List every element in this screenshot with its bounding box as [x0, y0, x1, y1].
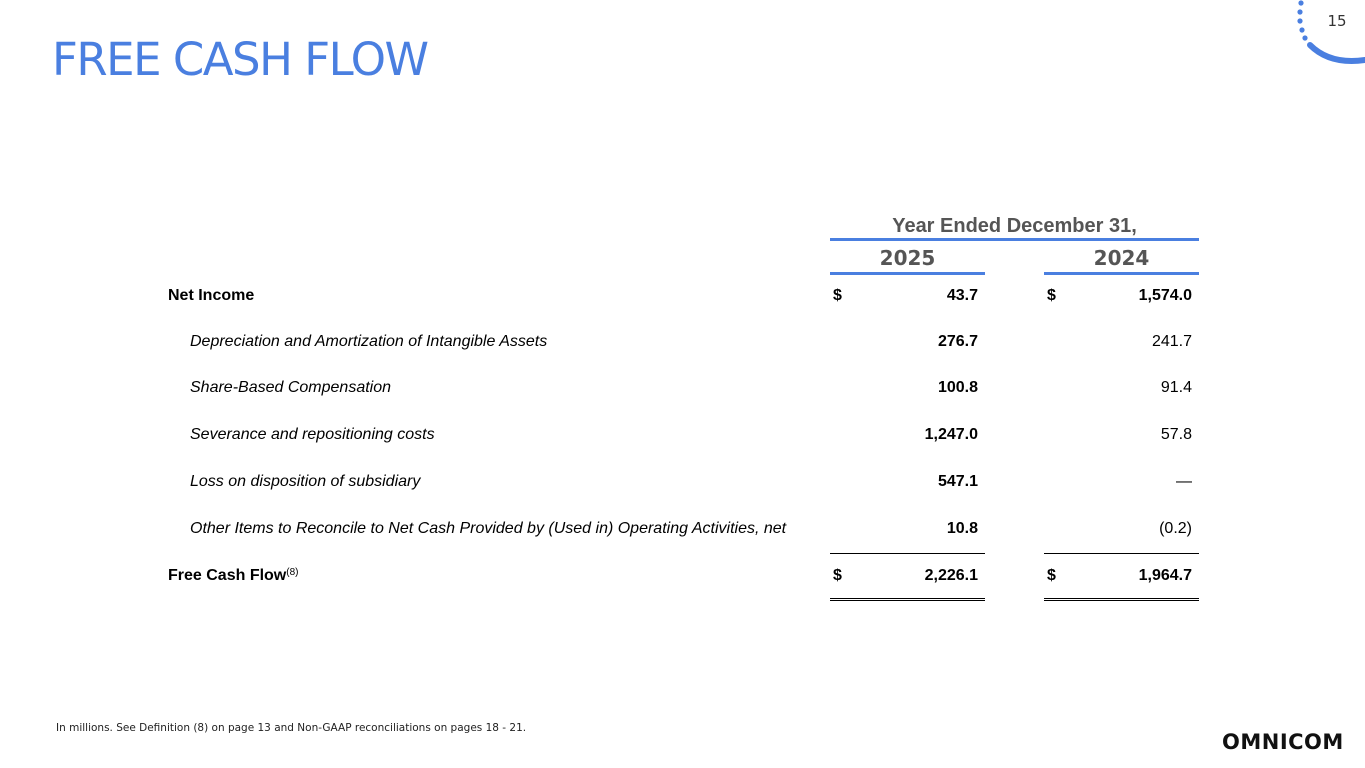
value-2024-share-based-compensation: 91.4	[1160, 379, 1192, 396]
year-2025-header: 2025	[879, 246, 936, 270]
year-2025-rule	[830, 272, 985, 275]
currency-symbol: $	[1047, 567, 1056, 584]
total-double-rule-2025	[830, 598, 985, 601]
footnote-reference: (8)	[286, 567, 299, 578]
row-label-free-cash-flow	[168, 566, 298, 586]
total-double-rule-2024	[1044, 598, 1199, 601]
footnote: In millions. See Definition (8) on page 13 and Non-GAAP reconciliations on pages 18 - 21.	[56, 722, 527, 734]
currency-symbol: $	[1047, 287, 1056, 304]
period-header: Year Ended December 31,	[892, 215, 1137, 237]
row-label-depreciation: Depreciation and Amortization of Intangible Assets	[190, 333, 548, 350]
value-2025-depreciation: 276.7	[937, 333, 978, 350]
page-number: 15	[1327, 12, 1347, 30]
row-label-severance: Severance and repositioning costs	[190, 426, 435, 443]
page-title: FREE CASH FLOW	[52, 33, 428, 86]
value-2025-loss-on-disposition: 547.1	[937, 473, 978, 490]
currency-symbol: $	[833, 287, 842, 304]
value-2025-net-income: 43.7	[946, 287, 978, 304]
year-2024-rule	[1044, 272, 1199, 275]
decorative-arc-icon	[1290, 0, 1365, 70]
free-cash-flow-label: Free Cash Flow	[168, 567, 287, 584]
period-header-rule	[830, 238, 1199, 241]
row-label-net-income: Net Income	[168, 287, 255, 304]
currency-symbol: $	[833, 567, 842, 584]
value-2024-net-income: 1,574.0	[1138, 287, 1192, 304]
row-label-share-based-compensation: Share-Based Compensation	[190, 379, 392, 396]
value-2025-other-items: 10.8	[946, 520, 978, 537]
row-label-loss-on-disposition: Loss on disposition of subsidiary	[190, 473, 421, 490]
value-2025-severance: 1,247.0	[924, 426, 978, 443]
year-2024-header: 2024	[1093, 246, 1150, 270]
value-2024-loss-on-disposition: —	[1176, 473, 1192, 490]
omnicom-logo: OMNICOM	[1222, 730, 1344, 754]
value-2024-other-items: (0.2)	[1159, 520, 1192, 537]
value-2024-free-cash-flow: 1,964.7	[1138, 567, 1192, 584]
value-2025-share-based-compensation: 100.8	[937, 379, 978, 396]
subtotal-rule-2024	[1044, 553, 1199, 554]
value-2024-severance: 57.8	[1160, 426, 1192, 443]
value-2025-free-cash-flow: 2,226.1	[924, 567, 978, 584]
row-label-other-items: Other Items to Reconcile to Net Cash Provided by (Used in) Operating Activities, net	[190, 520, 787, 537]
subtotal-rule-2025	[830, 553, 985, 554]
value-2024-depreciation: 241.7	[1151, 333, 1192, 350]
